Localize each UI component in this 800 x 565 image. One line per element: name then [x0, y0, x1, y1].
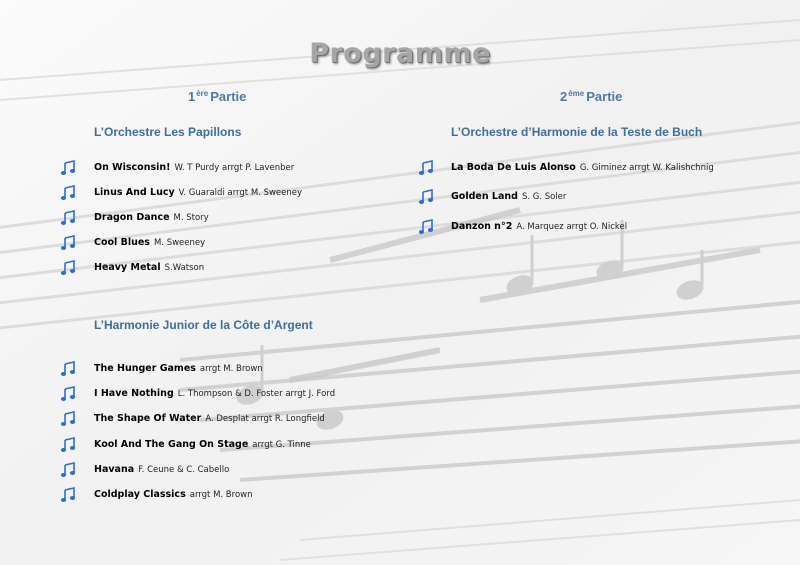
piece-credit: arrgt M. Brown	[199, 364, 263, 374]
piece-credit: V. Guaraldi arrgt M. Sweeney	[178, 188, 303, 198]
piece-title: I Have Nothing	[94, 388, 174, 399]
part-2-heading	[560, 89, 622, 104]
orchestra-heading: L’Orchestre d’Harmonie de la Teste de Buch	[451, 125, 703, 139]
music-note-icon	[60, 210, 76, 226]
piece-credit: A. Desplat arrgt R. Longfield	[205, 414, 325, 424]
music-note-icon	[60, 260, 76, 276]
piece-title: The Shape Of Water	[94, 413, 202, 424]
piece-credit: W. T Purdy arrgt P. Lavenber	[174, 163, 295, 173]
part-1-heading	[188, 89, 246, 104]
orchestra-heading: L’Harmonie Junior de la Côte d’Argent	[94, 318, 313, 332]
piece-credit: F. Ceune & C. Cabello	[138, 465, 230, 475]
part-2-number: 2	[560, 89, 568, 104]
music-note-icon	[60, 185, 76, 201]
part-1-number: 1	[188, 89, 196, 104]
piece-credit: arrgt G. Tinne	[252, 440, 311, 450]
music-note-icon	[60, 462, 76, 478]
piece-title: Dragon Dance	[94, 212, 170, 223]
piece-credit: G. Giminez arrgt W. Kalishchnig	[579, 163, 714, 173]
music-note-icon	[60, 361, 76, 377]
piece-credit: L. Thompson & D. Foster arrgt J. Ford	[177, 389, 336, 399]
music-note-icon	[60, 160, 76, 176]
piece-title: Havana	[94, 464, 135, 475]
piece-credit: M. Sweeney	[153, 238, 206, 248]
piece-credit: M. Story	[173, 213, 209, 223]
part-1-ordinal: ère	[196, 89, 209, 98]
piece-credit: S. G. Soler	[521, 192, 567, 202]
music-note-icon	[60, 411, 76, 427]
piece-title: Danzon n°2	[451, 221, 513, 232]
piece-title: Coldplay Classics	[94, 489, 186, 500]
piece-title: Golden Land	[451, 191, 518, 202]
part-1-label: Partie	[210, 89, 247, 104]
music-note-icon	[418, 160, 434, 176]
piece-title: Kool And The Gang On Stage	[94, 439, 249, 450]
music-note-icon	[418, 219, 434, 235]
piece-title: La Boda De Luis Alonso	[451, 162, 576, 173]
piece-title: The Hunger Games	[94, 363, 196, 374]
piece-title: Heavy Metal	[94, 262, 161, 273]
music-note-icon	[60, 235, 76, 251]
music-note-icon	[60, 386, 76, 402]
piece-credit: arrgt M. Brown	[189, 490, 253, 500]
music-note-icon	[60, 487, 76, 503]
music-note-icon	[418, 189, 434, 205]
piece-title: Linus And Lucy	[94, 187, 175, 198]
piece-credit: S.Watson	[164, 263, 205, 273]
orchestra-heading: L’Orchestre Les Papillons	[94, 125, 242, 139]
piece-title: On Wisconsin!	[94, 162, 171, 173]
part-2-label: Partie	[586, 89, 623, 104]
piece-title: Cool Blues	[94, 237, 150, 248]
part-2-ordinal: ème	[568, 89, 585, 98]
page-title: Programme	[309, 38, 491, 69]
piece-credit: A. Marquez arrgt O. Nickel	[516, 222, 628, 232]
music-note-icon	[60, 437, 76, 453]
